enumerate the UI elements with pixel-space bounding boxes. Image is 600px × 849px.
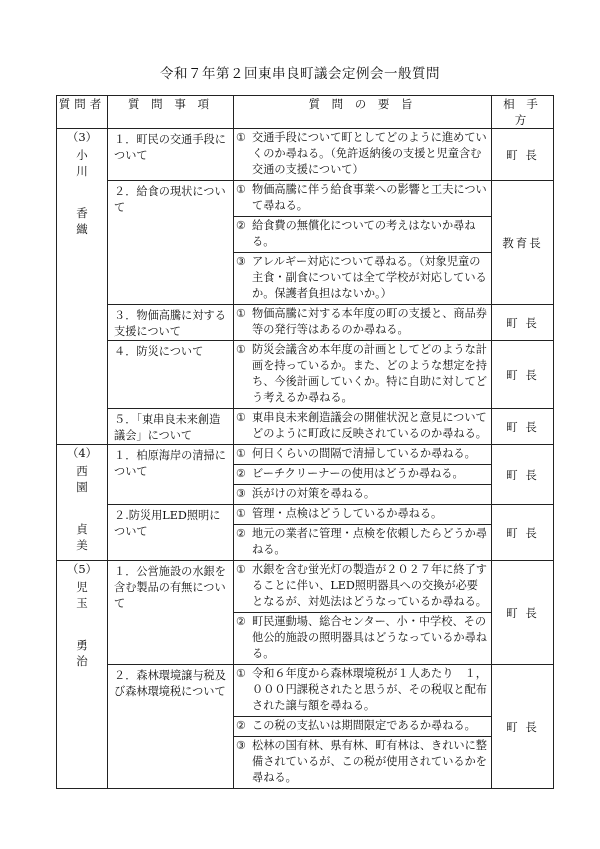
asker-name-char: 児: [76, 580, 88, 594]
point-text: この税の支払いは期間限定であるか尋ねる。: [252, 719, 476, 732]
point-marker: ①: [236, 131, 247, 144]
respondent: 教育長: [492, 181, 554, 305]
question-point: [234, 129, 491, 180]
question-points: [234, 409, 492, 445]
question-item: ２．給食の現状について: [108, 181, 234, 305]
point-marker: ②: [236, 467, 247, 480]
asker-name-char: 香: [76, 206, 88, 220]
table-row: [57, 305, 554, 341]
point-text: 水銀を含む蛍光灯の製造が２０２７年に終了することに伴い、LED照明器具への交換が必要となるが、対処法はどうなっているか尋ねる。: [252, 563, 487, 608]
question-points: [234, 505, 492, 561]
point-text: 物価高騰に対する本年度の町の支援と、商品券等の発行等はあるのか尋ねる。: [252, 307, 487, 336]
point-text: 給食費の無償化についての考えはないか尋ねる。: [252, 219, 476, 248]
question-item: ２.防災用LED照明について: [108, 505, 234, 561]
header-item: 質 問 事 項: [108, 96, 234, 129]
point-marker: ①: [236, 507, 247, 520]
header-asker: 質問者: [57, 96, 108, 129]
asker-name-char: 織: [76, 222, 88, 236]
table-row: [57, 129, 554, 181]
asker-name-char: 美: [76, 538, 88, 552]
header-respondent: 相 手 方: [492, 96, 554, 129]
table-row: [57, 505, 554, 561]
question-points: [234, 445, 492, 505]
asker-cell: [57, 561, 108, 789]
asker-name-char: 治: [76, 654, 88, 668]
question-point: [234, 409, 491, 444]
question-points: [234, 181, 492, 305]
question-point: [234, 216, 491, 252]
point-marker: ①: [236, 307, 247, 320]
point-text: 松林の国有林、県有林、町有林は、きれいに整備されているが、この税が使用されているかを尋ねる。: [252, 739, 487, 784]
point-text: 管理・点検はどうしているか尋ねる。: [252, 507, 443, 520]
table-row: [57, 181, 554, 305]
point-text: 交通手段について町としてどのように進めていくのか尋ねる。（免許返納後の支援と児童含む交通の支援について）: [252, 131, 487, 176]
question-item: １．町民の交通手段について: [108, 129, 234, 181]
table-row: [57, 341, 554, 409]
point-marker: ①: [236, 563, 247, 576]
respondent: 町 長: [492, 341, 554, 409]
question-points: [234, 129, 492, 181]
respondent: 町 長: [492, 445, 554, 505]
question-point: [234, 736, 491, 788]
point-text: 浜がけの対策を尋ねる。: [252, 487, 376, 500]
question-points: [234, 561, 492, 665]
question-points: [234, 665, 492, 789]
point-text: 物価高騰に伴う給食事業への影響と工夫について尋ねる。: [252, 183, 487, 212]
header-point: 質 問 の 要 旨: [234, 96, 492, 129]
question-point: [234, 561, 491, 612]
respondent: 町 長: [492, 129, 554, 181]
question-point: [234, 524, 491, 560]
asker-number: （4）: [66, 446, 98, 460]
point-marker: ①: [236, 411, 247, 424]
asker-number: （5）: [66, 562, 98, 576]
table-row: [57, 409, 554, 445]
asker-name-char: 貞: [76, 522, 88, 536]
point-marker: ②: [236, 219, 247, 232]
question-point: [234, 181, 491, 216]
asker-name-char: 小: [76, 148, 88, 162]
question-point: [234, 665, 491, 716]
respondent: 町 長: [492, 665, 554, 789]
question-item: １．公営施設の水銀を含む製品の有無について: [108, 561, 234, 665]
table-row: [57, 561, 554, 665]
point-text: アレルギー対応について尋ねる。（対象児童の主食・副食については全て学校が対応しているか。保護者負担はないか。）: [252, 255, 487, 300]
respondent: 町 長: [492, 561, 554, 665]
question-point: [234, 464, 491, 484]
question-point: [234, 305, 491, 340]
question-point: [234, 716, 491, 736]
question-points: [234, 341, 492, 409]
question-item: ２．森林環境譲与税及び森林環境税について: [108, 665, 234, 789]
table-row: [57, 665, 554, 789]
point-marker: ②: [236, 527, 247, 540]
point-marker: ①: [236, 447, 247, 460]
point-marker: ①: [236, 667, 247, 680]
question-point: [234, 505, 491, 524]
respondent: 町 長: [492, 505, 554, 561]
table-header-row: [57, 96, 554, 129]
asker-name-char: 勇: [76, 638, 88, 652]
point-text: 町民運動場、総合センター、小・中学校、その他公的施設の照明器具はどうなっているか尋ねる。: [252, 615, 487, 660]
point-text: 東串良未来創造議会の開催状況と意見についてどのように町政に反映されているのか尋ねる。: [252, 411, 487, 440]
point-marker: ②: [236, 615, 247, 628]
point-marker: ①: [236, 183, 247, 196]
respondent: 町 長: [492, 409, 554, 445]
asker-name-char: 川: [76, 164, 88, 178]
asker-name-char: 西: [76, 464, 88, 478]
question-points: [234, 305, 492, 341]
respondent: 町 長: [492, 305, 554, 341]
asker-number: （3）: [66, 130, 98, 144]
question-point: [234, 445, 491, 464]
point-marker: ③: [236, 739, 247, 752]
question-point: [234, 341, 491, 408]
point-marker: ③: [236, 487, 247, 500]
question-point: [234, 484, 491, 504]
point-text: ビーチクリーナーの使用はどうか尋ねる。: [252, 467, 464, 480]
point-marker: ②: [236, 719, 247, 732]
point-marker: ③: [236, 255, 247, 268]
question-point: [234, 252, 491, 304]
point-text: 防災会議含め本年度の計画としてどのような計画を持っているか。また、どのような想定を持ち、今後計画していくか。特に自助に対してどう考えるか尋ねる。: [252, 343, 487, 404]
question-item: ５．「東串良未来創造議会」について: [108, 409, 234, 445]
table-row: [57, 445, 554, 505]
question-table: [56, 95, 554, 789]
page-title: 令和７年第２回東串良町議会定例会一般質問: [160, 66, 440, 82]
asker-name-char: 玉: [76, 596, 88, 610]
point-text: 地元の業者に管理・点検を依頼したらどうか尋ねる。: [252, 527, 487, 556]
asker-cell: [57, 445, 108, 561]
question-rows: [57, 129, 554, 789]
point-text: 何日くらいの間隔で清掃しているか尋ねる。: [252, 447, 476, 460]
point-text: 令和６年度から森林環境税が１人あたり １，０００円課税されたと思うが、その税収と配布された譲与額を尋ねる。: [252, 667, 487, 712]
asker-name-char: 園: [76, 480, 88, 494]
question-item: ４．防災について: [108, 341, 234, 409]
question-point: [234, 612, 491, 664]
point-marker: ①: [236, 343, 247, 356]
question-item: ３．物価高騰に対する支援について: [108, 305, 234, 341]
asker-cell: [57, 129, 108, 445]
question-item: １．柏原海岸の清掃について: [108, 445, 234, 505]
